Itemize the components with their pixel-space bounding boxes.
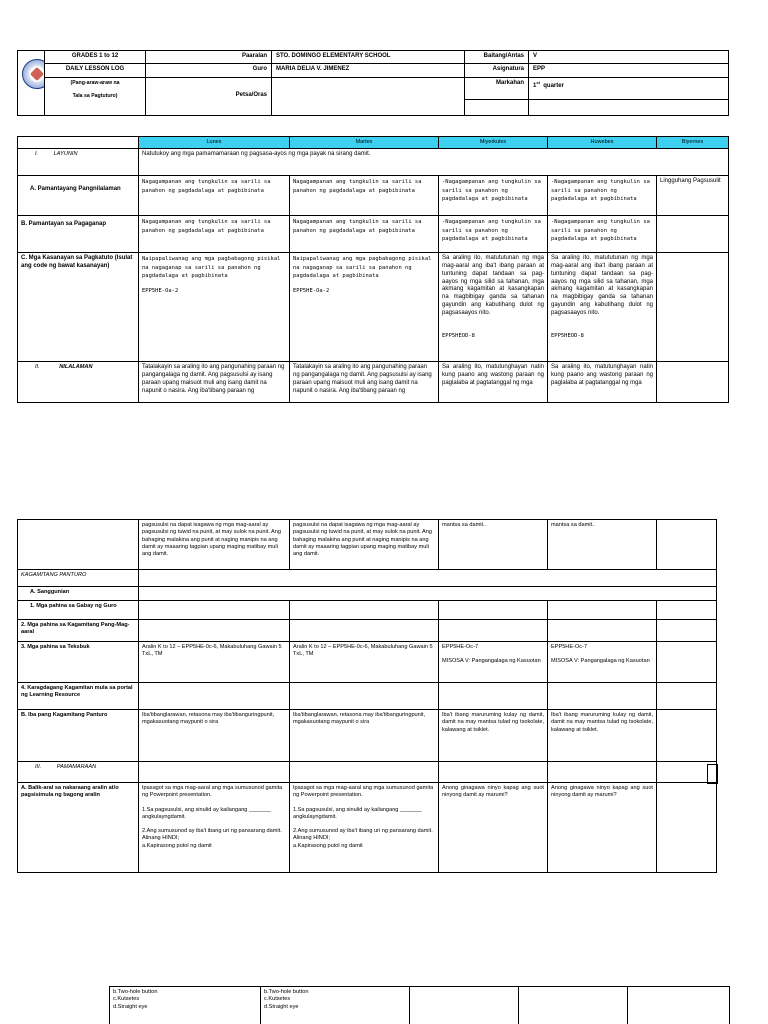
empty-cell: [139, 762, 290, 783]
iba-pang-row: [18, 710, 717, 762]
dll-subtitle-line1: (Pang-araw-araw na: [70, 79, 120, 86]
baitang-label: Baitang/Antas: [465, 51, 529, 64]
day-header-row: [18, 137, 729, 149]
balik-aral-tue-q2a: a.Kapirasong putol ng damit: [293, 842, 363, 849]
gabay-row: [18, 601, 717, 620]
guro-label: Guro: [146, 63, 272, 77]
nilalaman-cont-tue: pagsusulsi na dapat isagawa ng mga mag-aaral ay pagsusulsi ng tuwid na punit, at may sulok na punit. Ang bahaging malakina ang punit at naging manipis na ang damit ay maaaring tagpian upang maging matibay muli ang damit.: [290, 520, 439, 570]
school-logo-cell: [18, 51, 45, 116]
lesson-table-page1: [17, 136, 729, 403]
spacer: [142, 821, 286, 828]
balik-aral-mon-q2a: a.Kapirasong putol ng damit: [142, 842, 212, 849]
empty-cell: [548, 683, 657, 710]
iba-pang-label: B. Iba pang Kagamitang Panturo: [18, 710, 139, 762]
nilalaman-cont-mon: pagsusulsi na dapat isagawa ng mga mag-aaral ay pagsusulsi ng tuwid na punit, at may sulok na punit. Ang bahaging malakina ang punit at naging manipis na ang damit ay maaaring tagpian upang maging matibay muli ang damit.: [139, 520, 290, 570]
layunin-heading: [18, 149, 139, 176]
nilalaman-mon: Tatalakayin sa araling ito ang pangunahing paraan ng pangangalaga ng damit. Ang pagsusulsi ay isang paraan upang maisuot muli ang isang damit na napunit o nasira. Ang iba'tibang paraan ng: [139, 362, 290, 403]
spacer: [551, 651, 653, 658]
empty-cell: [657, 520, 717, 570]
balik-aral-row: [18, 783, 717, 873]
balik-aral-tue-instruction: Ipasagot sa mga mag-aaral ang mga sumusunod gamita ng Powerpoint presentation.: [293, 785, 434, 799]
nilalaman-cont-row: [18, 520, 717, 570]
empty-cell: [657, 642, 717, 683]
teksbuk-thu-misosa: MISOSA V: Pangangalaga ng Kasuotan: [551, 658, 650, 665]
empty-cell: [628, 987, 730, 1024]
empty-cell: [519, 987, 628, 1024]
kasanayan-thu: [548, 253, 657, 362]
empty-cell: [139, 620, 290, 642]
empty-cell: [548, 601, 657, 620]
day-header-mon: Lunes: [139, 137, 290, 149]
teksbuk-row: [18, 642, 717, 683]
pangnilalaman-thu: -Nagagampanan ang tungkulin sa sarili sa panahon ng pagdadalaga at pagbibinata: [548, 176, 657, 216]
kasanayan-tue: [290, 253, 439, 362]
layunin-row: [18, 149, 729, 176]
kasanayan-thu-text: Sa araling ito, matututunan ng mga mag-aaral ang iba't ibang paraan at tuntuning dapat tandaan sa pag-aayos ng mga silid sa tahanan, mga akmang kagamitan at kasangkapan na magbibigay ganda sa tahanan gayundin ang kabutihang dulot ng pagsasaayos nito.: [551, 255, 653, 316]
empty-cell: [290, 762, 439, 783]
pagganap-fri: [657, 216, 729, 253]
page3-tue-b: b.Two-hole button: [264, 989, 309, 995]
spacer: [142, 280, 286, 287]
pamamaraan-num: III.: [35, 764, 42, 770]
nilalaman-fri: [657, 362, 729, 403]
spacer: [551, 318, 653, 332]
nilalaman-thu: Sa araling ito, matutunghayan natin kung paano ang wastong paraan ng paglalaba at pagtatanggal ng mga: [548, 362, 657, 403]
teksbuk-wed-code: EPP5HE-Oc-7: [442, 644, 479, 650]
teksbuk-thu: [548, 642, 657, 683]
pamamaraan-row: [18, 762, 717, 783]
lesson-table-page3: [109, 986, 730, 1024]
page3-mon-d: d.Straight eye: [113, 1003, 148, 1010]
kasanayan-wed-text: Sa araling ito, matututunan ng mga mag-aaral ang iba't ibang paraan at tuntuning dapat tandaan sa pag-aayos ng mga silid sa tahanan, mga akmang kagamitan at kasangkapan na magbibigay ganda sa tahanan gayundin ang kabutihang dulot ng pagsasaayos nito.: [442, 255, 544, 316]
nilalaman-num: II.: [35, 364, 40, 371]
empty-cell: [657, 710, 717, 762]
paaralan-value: STO. DOMINGO ELEMENTARY SCHOOL: [272, 51, 465, 64]
nilalaman-tue: Tatalakayin sa araling ito ang pangunahing paraan ng pangangalaga ng damit. Ang pagsusulsi ay isang paraan upang maisuot muli ang isang damit na napunit o nasira. Ang iba'tibang paraan ng: [290, 362, 439, 403]
pamantayan-pagganap-label: B. Pamantayan sa Pagaganap: [18, 216, 139, 253]
nilalaman-cont-thu: mantsa sa damit..: [548, 520, 657, 570]
petsa-label: Petsa/Oras: [146, 77, 272, 115]
spacer: [442, 651, 544, 658]
kasanayan-tue-text: Naipapaliwanag ang mga pagbabagong pisikal na nagaganap sa sarili sa panahon ng pagdadalaga at pagbibinata: [293, 256, 432, 279]
empty-cell: [139, 587, 717, 601]
pagganap-thu: -Nagagampanan ang tungkulin sa sarili sa panahon ng pagdadalaga at pagbibinata: [548, 216, 657, 253]
kagamitan-label: KAGAMITANG PANTURO: [18, 570, 139, 587]
empty-cell: [290, 601, 439, 620]
balik-aral-wed: Anong ginagawa ninyo kapag ang suot ninyong damit ay marumi?: [439, 783, 548, 873]
layunin-text: Natutukoy ang mga pamamamaraan ng pagsasa-ayos ng mga payak na sirang damit.: [139, 149, 729, 176]
markahan-suffix: st: [536, 79, 540, 85]
empty-cell: [439, 762, 548, 783]
empty-cell: [18, 520, 139, 570]
pamantayang-pangnilalaman-label: A. Pamantayang Pangnilalaman: [18, 176, 139, 216]
day-header-thu: Huwebes: [548, 137, 657, 149]
teksbuk-wed-misosa: MISOSA V: Pangangalaga ng Kasuotan: [442, 658, 541, 665]
layunin-num: I.: [35, 151, 39, 158]
spacer: [142, 800, 286, 807]
kasanayan-mon: [139, 253, 290, 362]
empty-cell: [465, 99, 529, 115]
balik-aral-tue: [290, 783, 439, 873]
nilalaman-wed: Sa araling ito, matutunghayan natin kung paano ang wastong paraan ng paglalaba at pagtatanggal ng mga: [439, 362, 548, 403]
page3-mon: [110, 987, 261, 1024]
guro-value: MARIA DELIA V. JIMENEZ: [272, 63, 465, 77]
empty-cell: [657, 683, 717, 710]
kasanayan-mon-code: EPP5HE-Oa-2: [142, 288, 179, 295]
page3-tue-d: d.Straight eye: [264, 1003, 299, 1010]
kasanayan-tue-code: EPP5HE-Oa-2: [293, 288, 330, 295]
empty-cell: [410, 987, 519, 1024]
kasanayan-mon-text: Naipapaliwanag ang mga pagbabagong pisikal na nagaganap sa sarili sa panahon ng pagdadalaga at pagbibinata: [142, 256, 281, 279]
balik-aral-mon-q1: 1.Sa pagsusulsi, ang sinulid ay kailangang _______ angkulayngdamit.: [142, 806, 271, 820]
empty-cell: [439, 683, 548, 710]
dll-subtitle: [45, 77, 146, 115]
teksbuk-tue: Aralin K to 12 – EPP5HE-0c-6, Makabuluhang Gawain 5 TxL, TM: [290, 642, 439, 683]
empty-cell: [529, 99, 729, 115]
empty-cell: [657, 783, 717, 873]
pangnilalaman-tue: Nagagampanan ang tungkulin sa sarili sa panahon ng pagdadalaga at pagbibinata: [290, 176, 439, 216]
kasanayan-wed-code: EPP5HEOD-8: [442, 332, 475, 339]
baitang-value: V: [529, 51, 729, 64]
page3-row: [110, 987, 730, 1024]
balik-aral-mon: [139, 783, 290, 873]
deped-seal-icon: [22, 59, 45, 89]
margin-box: [707, 764, 718, 784]
empty-cell: [439, 601, 548, 620]
kasanayan-label: C. Mga Kasanayan sa Pagkatuto (Isulat ang code ng bawat kasanayan): [18, 253, 139, 362]
spacer: [293, 821, 435, 828]
spacer: [293, 280, 435, 287]
empty-cell: [139, 601, 290, 620]
balik-aral-thu: Anong ginagawa ninyo kapag ang suot ninyong damit ay marumi?: [548, 783, 657, 873]
layunin-label: LAYUNIN: [53, 151, 78, 158]
petsa-value: [272, 77, 465, 115]
kasanayan-thu-code: EPP5HEOD-8: [551, 332, 584, 339]
nilalaman-row: [18, 362, 729, 403]
teksbuk-wed: [439, 642, 548, 683]
asignatura-label: Asignatura: [465, 63, 529, 77]
day-header-fri: Biyernes: [657, 137, 729, 149]
pangnilalaman-wed: -Nagagampanan ang tungkulin sa sarili sa panahon ng pagdadalaga at pagbibinata: [439, 176, 548, 216]
header-table: [17, 50, 729, 116]
balik-aral-tue-q1: 1.Sa pagsusulsi, ang sinulid ay kailangang _______ angkulayngdamit.: [293, 806, 422, 820]
empty-cell: [290, 683, 439, 710]
balik-aral-label: A. Balik-aral sa nakaraang aralin at/o pagsisimula ng bagong aralin: [18, 783, 139, 873]
teksbuk-mon: Aralin K to 12 – EPP5HE-0c-6, Makabuluhang Gawain 5 TxL, TM: [139, 642, 290, 683]
lr-portal-label: 4. Karagdagang Kagamitan mula sa portal ng Learning Resource: [18, 683, 139, 710]
asignatura-value: EPP: [529, 63, 729, 77]
teksbuk-label: 3. Mga pahina sa Teksbuk: [18, 642, 139, 683]
kasanayan-wed: [439, 253, 548, 362]
pagganap-wed: -Nagagampanan ang tungkulin sa sarili sa panahon ng pagdadalaga at pagbibinata: [439, 216, 548, 253]
empty-cell: [657, 601, 717, 620]
kagamitan-row: [18, 570, 717, 587]
teksbuk-thu-code: EPP5HE-Oc-7: [551, 644, 588, 650]
page3-mon-c: c.Kutsetes: [113, 996, 140, 1003]
nilalaman-heading: [18, 362, 139, 403]
empty-cell: [139, 570, 717, 587]
pamamaraan-label: PAMAMARAAN: [56, 764, 97, 770]
empty-cell: [548, 762, 657, 783]
spacer: [293, 800, 435, 807]
iba-pang-thu: Iba't ibang maruruming kulay ng damit, damit na may mantsa tulad ng tsokolate, kalawang at tsiklet.: [548, 710, 657, 762]
kasanayan-row: [18, 253, 729, 362]
pagganap-mon: Nagagampanan ang tungkulin sa sarili sa panahon ng pagdadalaga at pagbibinata: [139, 216, 290, 253]
nilalaman-label: NILALAMAN: [59, 364, 93, 371]
page3-tue: [261, 987, 410, 1024]
empty-cell: [439, 620, 548, 642]
balik-aral-mon-instruction: Ipasagot sa mga mag-aaral ang mga sumusunod gamita ng Powerpoint presentation.: [142, 785, 283, 799]
nilalaman-cont-wed: mantsa sa damit..: [439, 520, 548, 570]
empty-cell: [290, 620, 439, 642]
grades-label: GRADES 1 to 12: [45, 51, 146, 64]
kasanayan-fri: [657, 253, 729, 362]
iba-pang-mon: Iba'tibanglarawan, retasona may iba'tibanguringpunit, mgakasuotang maypunit o sira: [139, 710, 290, 762]
day-header-tue: Martes: [290, 137, 439, 149]
markahan-value: [529, 77, 729, 99]
balik-aral-mon-q2: 2.Ang sumusunod ay iba't ibang uri ng pansarang damit. Alinang HINDI;: [142, 828, 282, 842]
pagganap-tue: Nagagampanan ang tungkulin sa sarili sa panahon ng pagdadalaga at pagbibinata: [290, 216, 439, 253]
page3-mon-b: b.Two-hole button: [113, 989, 158, 995]
lr-portal-row: [18, 683, 717, 710]
paaralan-label: Paaralan: [146, 51, 272, 64]
empty-cell: [548, 620, 657, 642]
pamantayan-pagganap-row: [18, 216, 729, 253]
pamamaraan-heading: [18, 762, 139, 783]
pamantayang-pangnilalaman-row: [18, 176, 729, 216]
kagamitang-mag-aaral-row: [18, 620, 717, 642]
gabay-label: 1. Mga pahina sa Gabay ng Guro: [18, 601, 139, 620]
day-header-wed: Miyerkules: [439, 137, 548, 149]
page3-tue-c: c.Kutsetes: [264, 996, 291, 1003]
sanggunian-label: A. Sanggunian: [18, 587, 139, 601]
spacer: [442, 318, 544, 332]
corner-cell: [18, 137, 139, 149]
sanggunian-row: [18, 587, 717, 601]
iba-pang-wed: Iba't ibang maruruming kulay ng damit, damit na may mantsa tulad ng tsokolate, kalawang at tsiklet.: [439, 710, 548, 762]
dll-label: DAILY LESSON LOG: [45, 63, 146, 77]
balik-aral-tue-q2: 2.Ang sumusunod ay iba't ibang uri ng pansarang damit. Alinang HINDI;: [293, 828, 433, 842]
markahan-label: Markahan: [465, 77, 529, 99]
dll-subtitle-line2: Tala sa Pagtuturo): [72, 92, 118, 99]
empty-cell: [139, 683, 290, 710]
markahan-word: quarter: [543, 82, 564, 89]
pangnilalaman-fri: Lingguhang Pagsusulit: [657, 176, 729, 216]
kagamitang-mag-aaral-label: 2. Mga pahina sa Kagamitang Pang-Mag-aaral: [18, 620, 139, 642]
iba-pang-tue: Iba'tibanglarawan, retasona may iba'tibanguringpunit, mgakasuotang maypunit o sira: [290, 710, 439, 762]
pangnilalaman-mon: Nagagampanan ang tungkulin sa sarili sa panahon ng pagdadalaga at pagbibinata: [139, 176, 290, 216]
lesson-table-page2: [17, 519, 717, 873]
empty-cell: [657, 620, 717, 642]
markahan-num: 1: [533, 82, 537, 89]
